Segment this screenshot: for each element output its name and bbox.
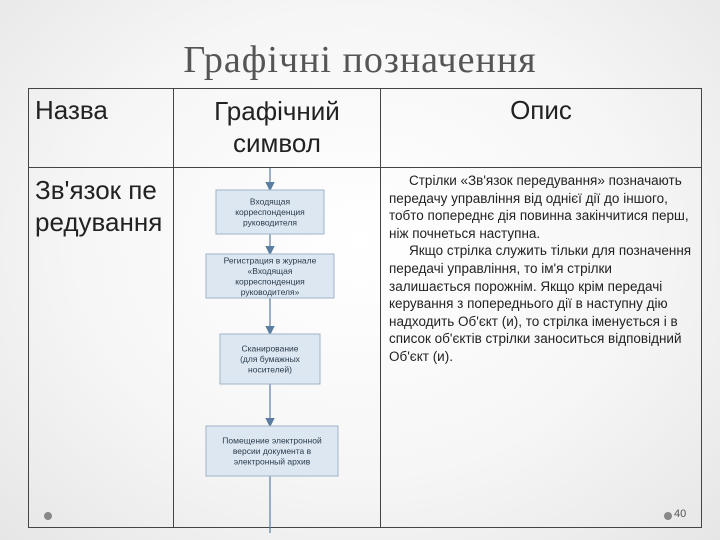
table-row bbox=[29, 168, 702, 528]
header-name: Назва bbox=[29, 89, 174, 168]
description-paragraph-2: Якщо стрілка служить тільки для позначення передачі управління, то ім'я стрілки залишається порожнім. Якщо крім передачі керування з попереднього дії в наступну дію надходить Об'єкт (и), то стрілка іменується і в список об'єктів стрілки заноситься відповідний Об'єкт (и). bbox=[389, 243, 692, 364]
flow-box-label: руководителя bbox=[243, 217, 297, 228]
flow-box-label: Помещение электронной bbox=[222, 435, 322, 446]
flow-box-label: электронный архив bbox=[233, 456, 311, 467]
bullet-dot-left bbox=[44, 512, 52, 520]
header-symbol-line2: символ bbox=[233, 128, 321, 158]
flow-box-label: (для бумажных bbox=[240, 354, 300, 364]
flow-box-label: «Входящая bbox=[247, 265, 293, 276]
flow-boxes bbox=[206, 190, 338, 476]
description-paragraph-1: Стрілки «Зв'язок передування» позначають передачу управління від однієї дії до іншого, тобто попереднє дія повинна закінчитися перш, ніж почнеться наступна. bbox=[389, 173, 689, 241]
flow-box bbox=[206, 426, 338, 476]
header-description: Опис bbox=[381, 89, 702, 168]
table-header-row bbox=[29, 89, 702, 168]
page-number: 40 bbox=[674, 508, 687, 520]
header-symbol-line1: Графічний bbox=[214, 96, 340, 126]
flow-box bbox=[206, 254, 334, 298]
flow-box-label: Входящая bbox=[249, 196, 291, 207]
flow-box-label: версии документа в bbox=[232, 446, 312, 456]
description-cell bbox=[381, 168, 702, 528]
flow-box bbox=[216, 190, 324, 234]
row-name: Зв'язок передування bbox=[29, 168, 174, 528]
flow-box-label: Сканирование bbox=[241, 343, 299, 354]
slide-title: Графічні позначення bbox=[183, 39, 537, 81]
symbol-cell bbox=[174, 168, 381, 528]
flowchart-diagram bbox=[174, 168, 380, 536]
flow-box-label: носителей) bbox=[248, 364, 292, 375]
bullet-dot-right bbox=[664, 512, 672, 520]
flow-box-label: руководителя» bbox=[240, 286, 300, 297]
flow-box-label: корреспонденция bbox=[235, 276, 305, 287]
flow-box bbox=[220, 334, 320, 384]
symbols-table bbox=[28, 88, 702, 528]
header-symbol bbox=[174, 89, 381, 168]
flow-box-label: корреспонденция bbox=[235, 207, 305, 217]
flow-box-label: Регистрация в журнале bbox=[223, 255, 317, 266]
